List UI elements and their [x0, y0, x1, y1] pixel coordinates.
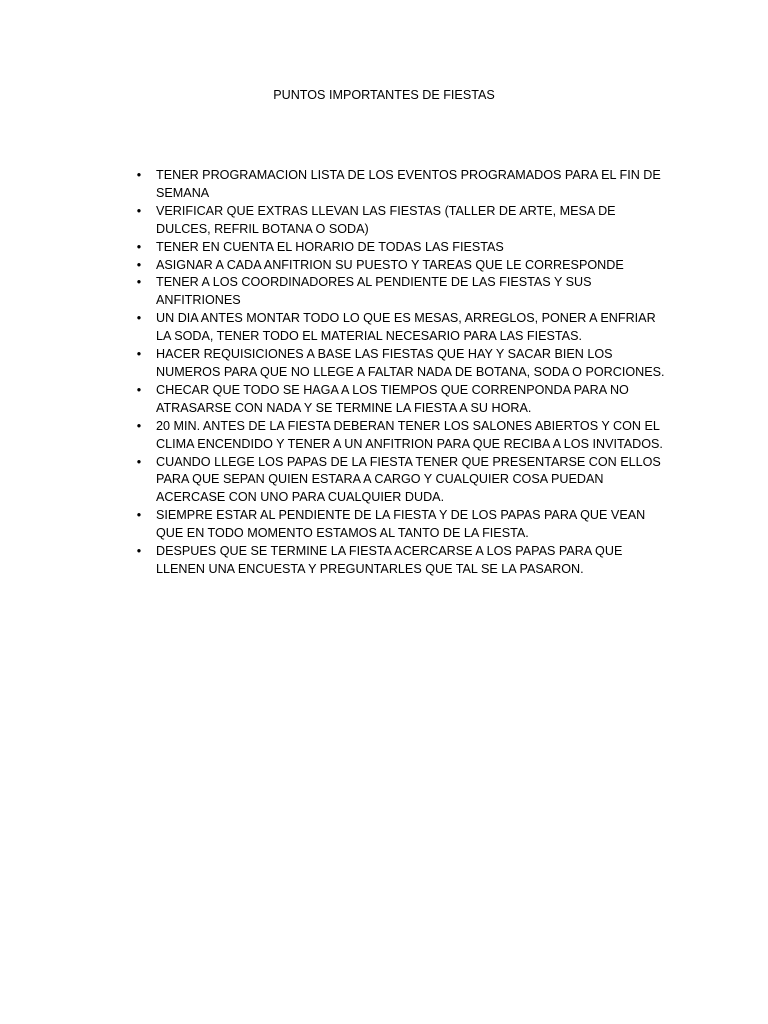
- list-item-text: ASIGNAR A CADA ANFITRION SU PUESTO Y TAREAS QUE LE CORRESPONDE: [156, 257, 624, 272]
- list-item: [128, 167, 673, 203]
- bullet-icon: •: [136, 382, 142, 397]
- bullet-icon: •: [136, 168, 142, 182]
- bullet-icon: •: [136, 239, 142, 254]
- bullet-icon: •: [136, 275, 142, 290]
- list-item-text: HACER REQUISICIONES A BASE LAS FIESTAS QUE HAY Y SACAR BIEN LOS NUMEROS PARA QUE NO LLEGE A FALTAR NADA DE BOTANA, SODA O PORCIONES.: [156, 347, 665, 379]
- list-item-text: SIEMPRE ESTAR AL PENDIENTE DE LA FIESTA Y DE LOS PAPAS PARA QUE VEAN QUE EN TODO MOMENTO ESTAMOS AL TANTO DE LA FIESTA.: [156, 508, 646, 541]
- list-item-text: CHECAR QUE TODO SE HAGA A LOS TIEMPOS QUE CORRENPONDA PARA NO ATRASARSE CON NADA Y SE TERMINE LA FIESTA A SU HORA.: [156, 382, 629, 415]
- list-item: [128, 507, 673, 543]
- list-item-text: DESPUES QUE SE TERMINE LA FIESTA ACERCARSE A LOS PAPAS PARA QUE LLENEN UNA ENCUESTA Y PREGUNTARLES QUE TAL SE LA PASARON.: [156, 544, 623, 576]
- list-item: [128, 454, 673, 508]
- list-item-text: VERIFICAR QUE EXTRAS LLEVAN LAS FIESTAS (TALLER DE ARTE, MESA DE DULCES, REFRIL BOTANA O SODA): [156, 203, 616, 236]
- bullet-icon: •: [136, 544, 142, 559]
- list-item-text: TENER EN CUENTA EL HORARIO DE TODAS LAS FIESTAS: [156, 239, 504, 254]
- list-item-text: UN DIA ANTES MONTAR TODO LO QUE ES MESAS, ARREGLOS, PONER A ENFRIAR LA SODA, TENER TODO EL MATERIAL NECESARIO PARA LAS FIESTAS.: [156, 311, 656, 344]
- bullet-icon: •: [136, 454, 142, 469]
- list-item: [128, 274, 673, 310]
- list-item-text: CUANDO LLEGE LOS PAPAS DE LA FIESTA TENER QUE PRESENTARSE CON ELLOS PARA QUE SEPAN QUIEN ESTARA A CARGO Y CUALQUIER COSA PUEDAN ACERCASE CON UNO PARA CUALQUIER DUDA.: [156, 454, 661, 505]
- list-item-text: TENER PROGRAMACION LISTA DE LOS EVENTOS PROGRAMADOS PARA EL FIN DE SEMANA: [156, 168, 661, 200]
- bullet-icon: •: [136, 311, 142, 326]
- list-item: [128, 203, 673, 239]
- bullet-icon: •: [136, 508, 142, 523]
- list-item: [128, 310, 673, 346]
- bullet-icon: •: [136, 203, 142, 218]
- bullet-list: [128, 167, 673, 579]
- list-item: [128, 382, 673, 418]
- list-item: [128, 346, 673, 382]
- list-item: [128, 257, 673, 275]
- list-item: [128, 418, 673, 454]
- bullet-icon: •: [136, 418, 142, 433]
- list-item: [128, 543, 673, 579]
- list-item-text: 20 MIN. ANTES DE LA FIESTA DEBERAN TENER LOS SALONES ABIERTOS Y CON EL CLIMA ENCENDIDO Y TENER A UN ANFITRION PARA QUE RECIBA A LOS INVITADOS.: [156, 418, 663, 451]
- bullet-icon: •: [136, 347, 142, 362]
- bullet-icon: •: [136, 257, 142, 272]
- document-title: PUNTOS IMPORTANTES DE FIESTAS: [273, 88, 495, 102]
- list-item-text: TENER A LOS COORDINADORES AL PENDIENTE DE LAS FIESTAS Y SUS ANFITRIONES: [156, 275, 592, 308]
- list-item: [128, 239, 673, 257]
